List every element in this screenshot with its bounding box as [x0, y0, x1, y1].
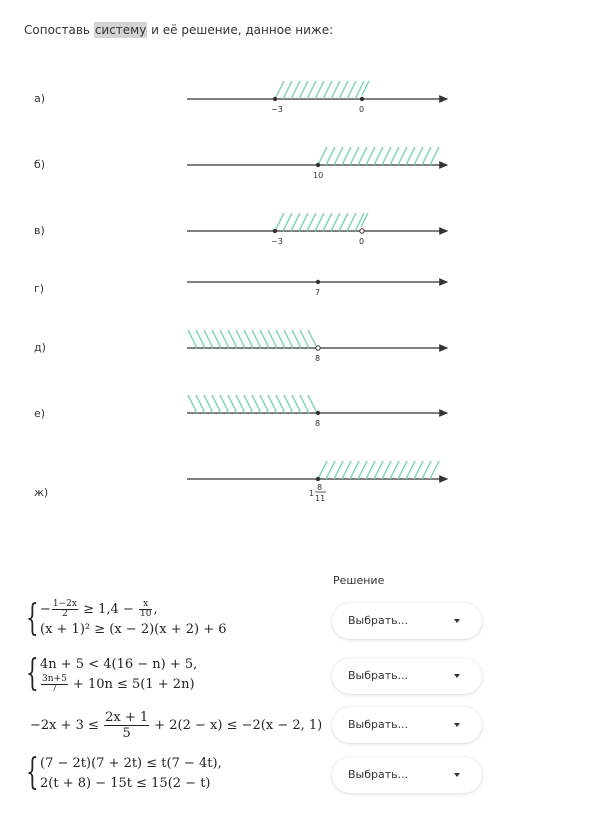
system-4-line-2: 2(t + 8) − 15t ≤ 15(2 − t)	[40, 776, 211, 791]
number-line-e	[187, 395, 447, 428]
option-label-e: е)	[34, 407, 46, 420]
option-label-zh: ж)	[34, 486, 49, 499]
system-4	[26, 754, 326, 798]
option-label-a: а)	[34, 92, 46, 105]
system-2-line-1: 4n + 5 < 4(16 − n) + 5,	[40, 657, 198, 672]
point-d-open	[316, 346, 320, 350]
option-label-b: б)	[34, 158, 46, 171]
tick-a-left: −3	[271, 105, 283, 114]
hatch-d	[188, 330, 316, 348]
option-label-g: г)	[34, 282, 45, 295]
hatch-b	[318, 147, 439, 165]
point-b	[316, 163, 320, 167]
point-zh	[316, 477, 320, 481]
tick-g: 7	[315, 288, 321, 297]
brace-icon: {	[26, 598, 39, 639]
tick-v-left: −3	[271, 237, 283, 246]
caret-down-icon	[454, 773, 460, 777]
system-1-line-2: (x + 1)² ≥ (x − 2)(x + 2) + 6	[40, 622, 227, 637]
number-line-v	[187, 213, 447, 246]
system-4-line-1: (7 − 2t)(7 + 2t) ≤ t(7 − 4t),	[40, 756, 222, 771]
system-2	[26, 655, 326, 699]
tick-a-right: 0	[359, 105, 365, 114]
tick-v-right: 0	[359, 237, 365, 246]
task-prompt: Сопоставь систему и её решение, данное ниже:	[24, 23, 334, 37]
tick-d: 8	[315, 354, 321, 363]
option-label-d: д)	[34, 341, 46, 354]
tick-b: 10	[313, 171, 324, 180]
select-solution-4[interactable]: Выбрать...	[332, 757, 482, 793]
select-solution-1[interactable]: Выбрать...	[332, 603, 482, 639]
hatch-e	[188, 395, 317, 413]
caret-down-icon	[454, 723, 460, 727]
point-g	[316, 280, 320, 284]
point-a-right	[360, 97, 364, 101]
tick-zh-den: 11	[315, 494, 326, 503]
point-a-left	[273, 97, 277, 101]
select-solution-2[interactable]: Выбрать...	[332, 658, 482, 694]
tick-zh-num: 8	[317, 483, 323, 492]
solution-column-header: Решение	[333, 574, 385, 587]
number-line-b	[187, 147, 447, 180]
number-line-d	[187, 330, 447, 363]
point-e	[316, 411, 320, 415]
brace-icon: {	[26, 752, 39, 793]
option-label-v: в)	[34, 224, 45, 237]
caret-down-icon	[454, 619, 460, 623]
system-1-line-1: − $\frac{1-2x}{2}$ ≥ 1,4 − $\frac{x}{10}$ ,	[40, 599, 158, 619]
tick-e: 8	[315, 419, 321, 428]
point-v-right-open	[360, 229, 364, 233]
brace-icon: {	[26, 653, 39, 694]
highlighted-word: систему	[94, 23, 147, 37]
hatch-a	[275, 81, 369, 99]
hatch-v	[275, 213, 368, 231]
point-v-left	[273, 229, 277, 233]
system-1	[26, 600, 326, 644]
select-solution-3[interactable]: Выбрать...	[332, 707, 482, 743]
number-line-g	[187, 280, 447, 297]
number-line-zh	[187, 461, 447, 503]
system-3: −2x + 3 ≤ $\frac{2x + 1}{5}$ + 2(2 − x) ≤ −2(x − 2, 1)	[30, 710, 323, 741]
system-2-line-2: $\frac{3n+5}{7}$ + 10n ≤ 5(1 + 2n)	[42, 674, 195, 694]
hatch-zh	[318, 461, 439, 479]
tick-zh-whole: 1	[309, 489, 315, 498]
caret-down-icon	[454, 674, 460, 678]
number-line-a	[187, 81, 447, 114]
